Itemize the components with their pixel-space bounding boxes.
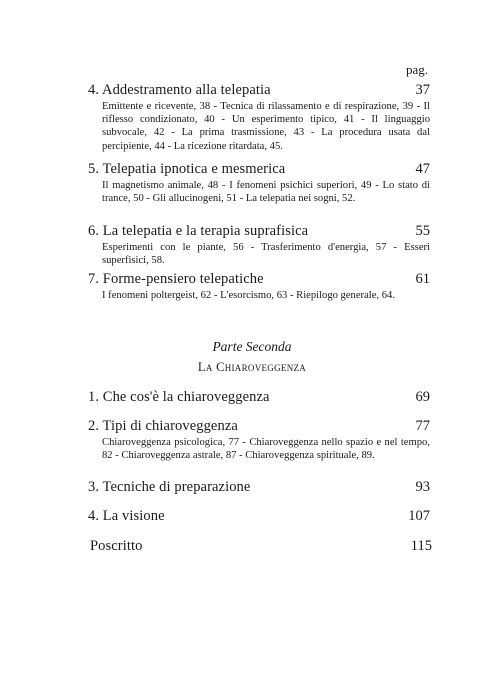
toc-entry-6	[88, 223, 430, 267]
toc-entry-title: 3. Tecniche di preparazione	[88, 479, 251, 495]
toc-entry-page: 107	[408, 508, 430, 524]
toc-entry-page: 61	[415, 271, 430, 287]
toc-entry-poscritto	[90, 538, 432, 555]
toc-entry-title: 4. Addestramento alla telepatia	[88, 82, 271, 98]
toc-entry-title: 6. La telepatia e la terapia suprafisica	[88, 223, 309, 239]
toc-entry-part2-1	[88, 389, 430, 406]
toc-entry-page: 37	[415, 82, 430, 98]
toc-entry-5	[88, 161, 430, 205]
toc-entry-subtopics: Il magnetismo animale, 48 - I fenomeni psichici superiori, 49 - Lo stato di trance, 50 - Gli allucinogeni, 51 - La telepatia nei sogni, 52.	[102, 180, 430, 205]
toc-entry-part2-2	[88, 418, 430, 462]
toc-entry-4	[88, 82, 430, 153]
part-title: La Chiaroveggenza	[197, 360, 307, 374]
toc-entry-title: 7. Forme-pensiero telepatiche	[88, 271, 264, 287]
toc-entry-page: 77	[415, 418, 430, 434]
toc-entry-part2-3	[88, 479, 430, 496]
toc-entry-page: 69	[415, 389, 430, 405]
toc-entry-subtopics: I fenomeni poltergeist, 62 - L'esorcismo, 63 - Riepilogo generale, 64.	[102, 290, 395, 301]
page-column-label: pag.	[405, 62, 428, 77]
toc-entry-page: 47	[415, 161, 430, 177]
toc-entry-7	[88, 271, 430, 302]
toc-entry-title: 2. Tipi di chiaroveggenza	[88, 418, 238, 434]
toc-entry-page: 55	[415, 223, 430, 239]
toc-entry-part2-4	[88, 508, 430, 525]
toc-entry-subtopics: Emittente e ricevente, 38 - Tecnica di rilassamento e di respirazione, 39 - Il riflesso condizionato, 40 - Un esperimento tipico, 41 - Il linguaggio subvocale, 42 - La prima trasmissione, 43 - La procedura usata dal percipiente, 44 - La ricezione ritardata, 45.	[102, 101, 430, 152]
toc-entry-page: 93	[415, 479, 430, 495]
toc-entry-page: 115	[410, 538, 432, 554]
part-heading: Parte Seconda	[212, 339, 292, 354]
toc-entry-subtopics: Chiaroveggenza psicologica, 77 - Chiaroveggenza nello spazio e nel tempo, 82 - Chiaroveggenza astrale, 87 - Chiaroveggenza spirituale, 89.	[102, 437, 430, 462]
toc-entry-subtopics: Esperimenti con le piante, 56 - Trasferimento d'energia, 57 - Esseri superfisici, 58.	[102, 242, 430, 267]
toc-entry-title: Poscritto	[90, 538, 143, 554]
toc-entry-title: 5. Telepatia ipnotica e mesmerica	[88, 161, 286, 177]
toc-entry-title: 1. Che cos'è la chiaroveggenza	[88, 389, 270, 405]
toc-entry-title: 4. La visione	[88, 508, 165, 524]
